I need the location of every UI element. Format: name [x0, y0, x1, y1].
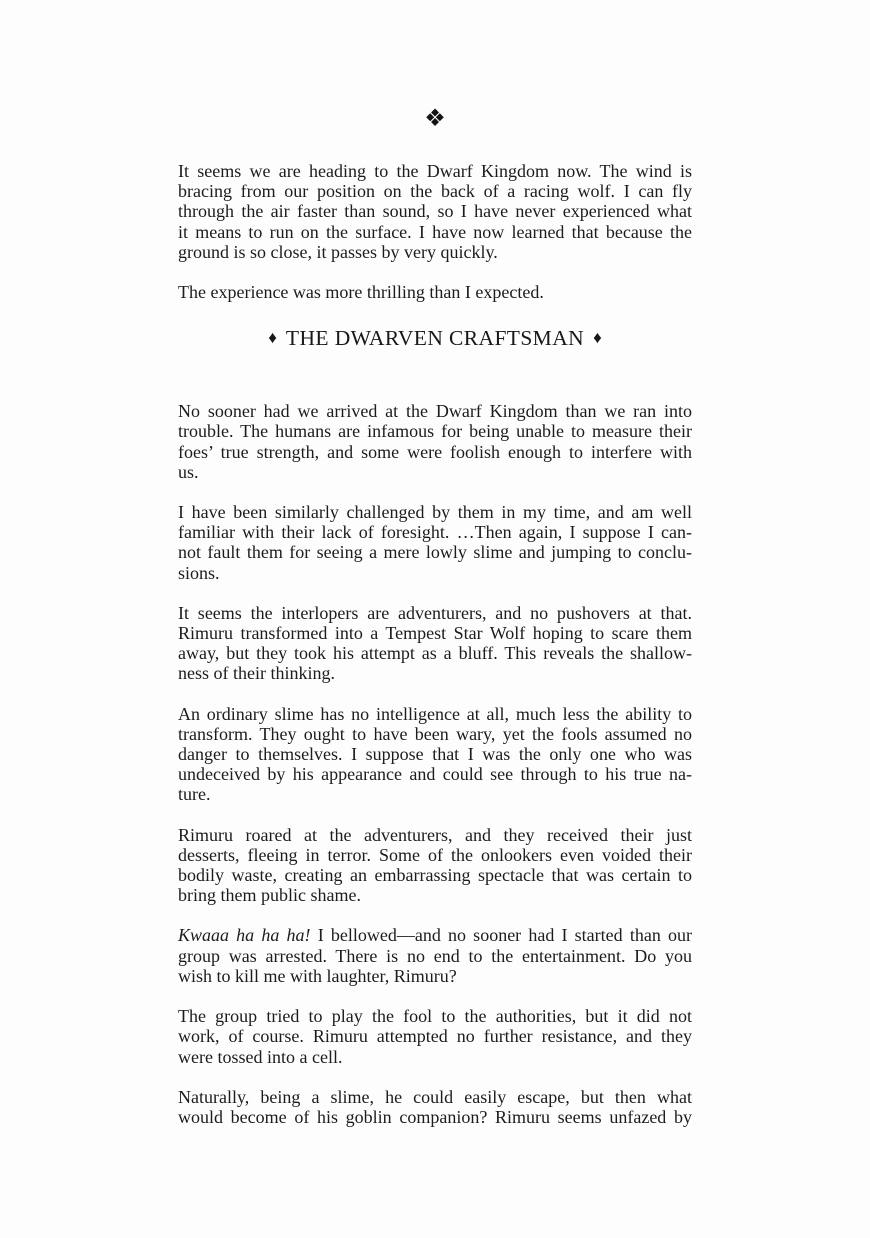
text-line: familiar with their lack of foresight. …Then again, I suppose I can-	[178, 522, 692, 543]
page-text-block	[178, 0, 692, 1147]
text-line: through the air faster than sound, so I have never experienced what	[178, 201, 692, 222]
text-line: Kwaaa ha ha ha! I bellowed—and no sooner had I started than our	[178, 925, 692, 946]
intro-paragraphs	[178, 161, 692, 302]
paragraph	[178, 161, 692, 262]
text-line: bring them public shame.	[178, 885, 361, 906]
italic-text: Kwaaa ha ha ha!	[178, 925, 311, 946]
paragraph	[178, 603, 692, 684]
text-line: I have been similarly challenged by them in my time, and am well	[178, 502, 692, 523]
text-line: transform. They ought to have been wary, yet the fools assumed no	[178, 723, 692, 744]
paragraph	[178, 925, 692, 986]
text-line: it means to run on the surface. I have now learned that because the	[178, 221, 692, 242]
text-line: desserts, fleeing in terror. Some of the onlookers even voided their	[178, 844, 692, 865]
text-line: group was arrested. There is no end to the entertainment. Do you	[178, 945, 692, 966]
text-line: ground is so close, it passes by very quickly.	[178, 241, 498, 262]
section-heading	[178, 322, 692, 356]
text-line: undeceived by his appearance and could see through to his true na-	[178, 764, 692, 785]
paragraph	[178, 704, 692, 805]
text-line: Naturally, being a slime, he could easily escape, but then what	[178, 1086, 692, 1107]
text-line: bodily waste, creating an embarrassing spectacle that was certain to	[178, 865, 692, 886]
text-line: The experience was more thrilling than I expected.	[178, 282, 544, 303]
text-line: sions.	[178, 562, 220, 583]
text-line: bracing from our position on the back of a racing wolf. I can fly	[178, 181, 692, 202]
paragraph	[178, 282, 692, 302]
text-line: It seems the interlopers are adventurers, and no pushovers at that.	[178, 602, 692, 623]
text-line: would become of his goblin companion? Rimuru seems unfazed by	[178, 1106, 692, 1127]
text-line: were tossed into a cell.	[178, 1046, 343, 1067]
text-line: away, but they took his attempt as a bluff. This reveals the shallow-	[178, 643, 692, 664]
text-line: ness of their thinking.	[178, 663, 335, 684]
text-line: wish to kill me with laughter, Rimuru?	[178, 965, 457, 986]
text-line: Rimuru transformed into a Tempest Star Wolf hoping to scare them	[178, 623, 692, 644]
text-line: trouble. The humans are infamous for being unable to measure their	[178, 421, 692, 442]
text-line: ture.	[178, 784, 211, 805]
paragraph	[178, 1087, 692, 1127]
section-title: THE DWARVEN CRAFTSMAN	[285, 326, 585, 351]
text-line: No sooner had we arrived at the Dwarf Kingdom than we ran into	[178, 401, 692, 422]
text-line: It seems we are heading to the Dwarf Kingdom now. The wind is	[178, 161, 692, 181]
paragraph	[178, 502, 692, 583]
text-line: work, of course. Rimuru attempted no further resistance, and they	[178, 1026, 692, 1047]
paragraph	[178, 1006, 692, 1067]
paragraph	[178, 401, 692, 482]
text-line: danger to themselves. I suppose that I was the only one who was	[178, 744, 692, 765]
diamond-icon: ♦	[268, 328, 277, 348]
section-break-ornament-icon: ❖	[424, 106, 446, 132]
text-line: us.	[178, 461, 199, 482]
text-line: foes’ true strength, and some were foolish enough to interfere with	[178, 441, 692, 462]
text-line: An ordinary slime has no intelligence at all, much less the ability to	[178, 703, 692, 724]
text-line: Rimuru roared at the adventurers, and they received their just	[178, 824, 692, 845]
diamond-icon: ♦	[593, 328, 602, 348]
paragraph	[178, 825, 692, 906]
text-line: not fault them for seeing a mere lowly slime and jumping to conclu-	[178, 542, 692, 563]
section-paragraphs	[178, 401, 692, 1127]
text-line: The group tried to play the fool to the authorities, but it did not	[178, 1006, 692, 1027]
